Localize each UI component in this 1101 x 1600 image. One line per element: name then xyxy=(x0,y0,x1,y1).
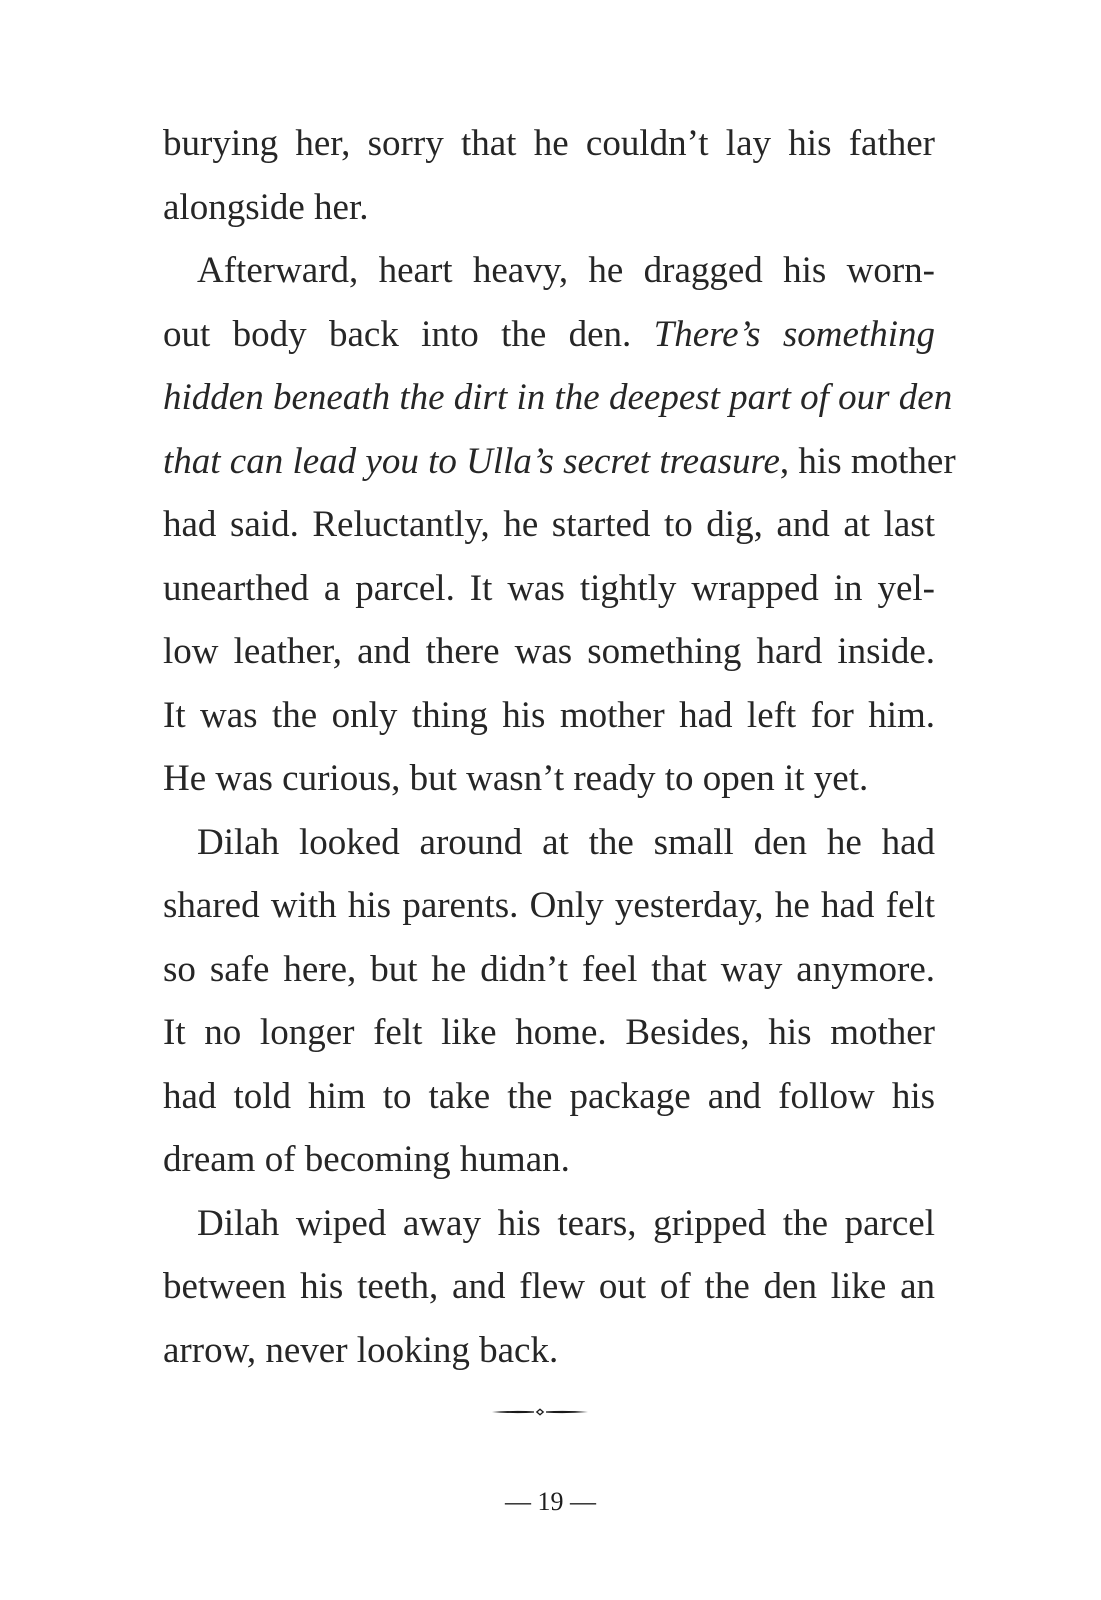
text-line-9: low leather, and there was something hard inside. xyxy=(163,631,935,672)
text-line-2: alongside her. xyxy=(163,186,369,228)
text-line-15: It no longer felt like home. Besides, his mother xyxy=(163,1012,935,1053)
text-line-4-italic: There’s something xyxy=(653,313,936,355)
text-line-5: hidden beneath the dirt in the deepest part of our den xyxy=(163,377,953,418)
text-line-3: Afterward, heart heavy, he dragged his worn- xyxy=(197,250,935,291)
page-number: — 19 — xyxy=(505,1487,596,1516)
text-line-20: arrow, never looking back. xyxy=(163,1329,559,1371)
text-line-17: dream of becoming human. xyxy=(163,1139,570,1180)
text-line-19: between his teeth, and flew out of the den like an xyxy=(163,1266,935,1307)
text-line-8: unearthed a parcel. It was tightly wrapped in yel- xyxy=(163,567,935,609)
text-line-7: had said. Reluctantly, he started to dig, and at last xyxy=(163,504,935,545)
text-line-14: so safe here, but he didn’t feel that way anymore. xyxy=(163,948,935,990)
text-line-11: He was curious, but wasn’t ready to open it yet. xyxy=(163,758,869,799)
text-line-6-italic: that can lead you to Ulla’s secret treasure xyxy=(163,440,780,482)
section-break-ornament-icon xyxy=(490,1405,590,1419)
text-line-6 xyxy=(163,430,956,494)
text-line-10: It was the only thing his mother had left for him. xyxy=(163,694,935,736)
text-line-4 xyxy=(163,303,935,367)
text-line-13: shared with his parents. Only yesterday, he had felt xyxy=(163,885,935,926)
text-line-12: Dilah looked around at the small den he had xyxy=(197,821,935,863)
page-body xyxy=(163,112,956,1382)
text-line-4-roman: out body back into the den. xyxy=(163,313,654,355)
text-line-6-roman: , his mother xyxy=(779,440,956,482)
text-line-18: Dilah wiped away his tears, gripped the parcel xyxy=(197,1202,935,1244)
text-line-16: had told him to take the package and follow his xyxy=(163,1075,935,1117)
text-line-1: burying her, sorry that he couldn’t lay his father xyxy=(163,123,935,164)
